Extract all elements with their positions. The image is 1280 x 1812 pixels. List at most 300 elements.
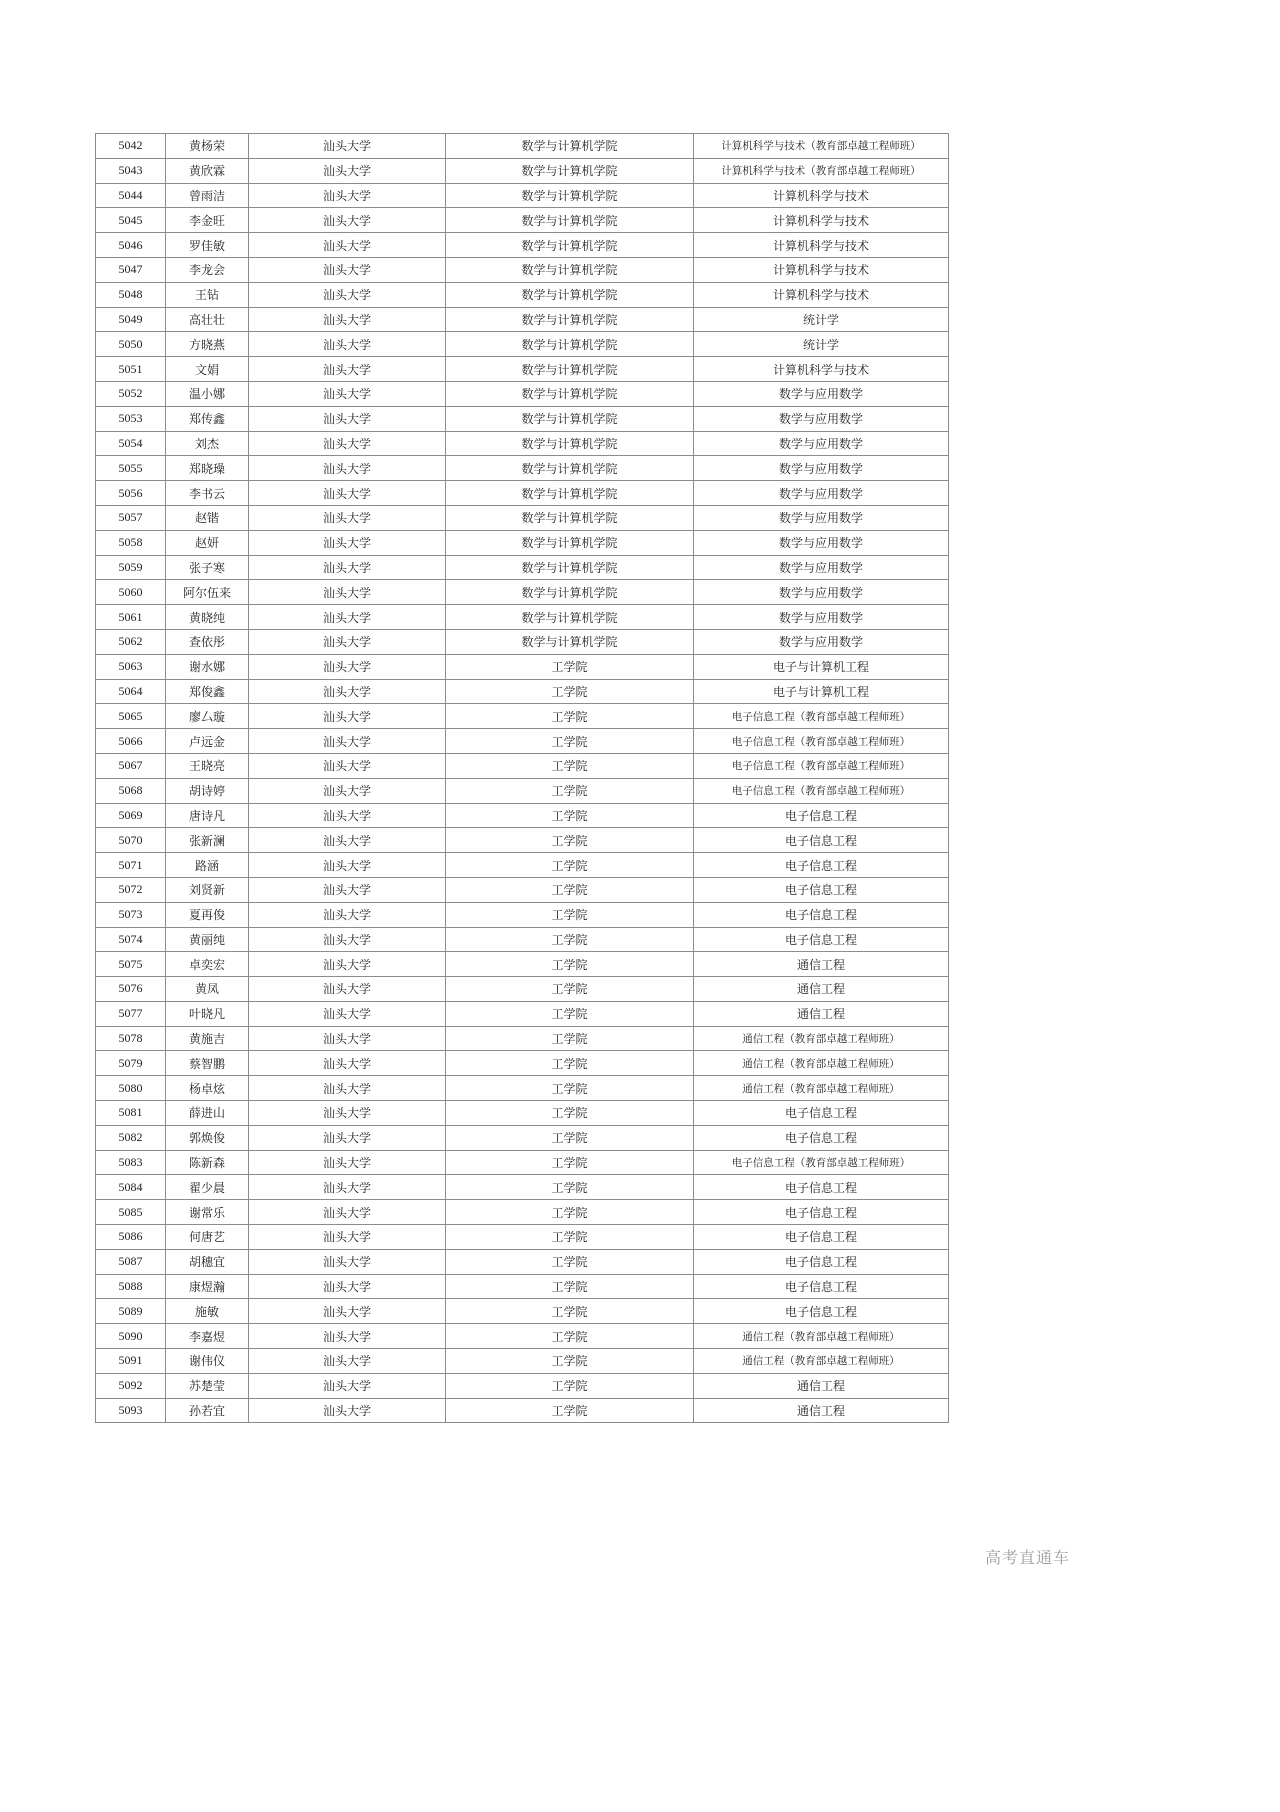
cell-university: 汕头大学 [249,481,446,506]
table-row [96,1026,949,1051]
cell-name: 赵妍 [166,530,249,555]
table-row [96,406,949,431]
cell-id: 5090 [96,1324,166,1349]
cell-name: 陈新森 [166,1150,249,1175]
cell-college: 数学与计算机学院 [446,456,694,481]
cell-college: 工学院 [446,1249,694,1274]
cell-name: 黄施吉 [166,1026,249,1051]
cell-major: 通信工程 [694,1001,949,1026]
cell-university: 汕头大学 [249,952,446,977]
table-row [96,158,949,183]
cell-id: 5050 [96,332,166,357]
cell-college: 数学与计算机学院 [446,183,694,208]
table-row [96,704,949,729]
table-row [96,257,949,282]
table-row [96,1125,949,1150]
cell-name: 路涵 [166,853,249,878]
table-row [96,1299,949,1324]
table-row [96,1200,949,1225]
cell-name: 谢伟仪 [166,1349,249,1374]
cell-major: 数学与应用数学 [694,456,949,481]
cell-college: 工学院 [446,1125,694,1150]
cell-id: 5092 [96,1373,166,1398]
cell-name: 李书云 [166,481,249,506]
cell-id: 5080 [96,1076,166,1101]
cell-major: 通信工程 [694,1373,949,1398]
cell-id: 5070 [96,828,166,853]
table-row [96,505,949,530]
cell-id: 5085 [96,1200,166,1225]
table-row [96,530,949,555]
cell-college: 数学与计算机学院 [446,307,694,332]
cell-name: 孙若宜 [166,1398,249,1423]
cell-name: 谢常乐 [166,1200,249,1225]
cell-name: 叶晓凡 [166,1001,249,1026]
cell-name: 康煜瀚 [166,1274,249,1299]
cell-college: 数学与计算机学院 [446,431,694,456]
watermark-text: 高考直通车 [985,1550,1071,1567]
cell-university: 汕头大学 [249,158,446,183]
cell-college: 工学院 [446,1175,694,1200]
cell-college: 数学与计算机学院 [446,208,694,233]
cell-university: 汕头大学 [249,853,446,878]
cell-college: 数学与计算机学院 [446,605,694,630]
table-row [96,357,949,382]
cell-university: 汕头大学 [249,555,446,580]
cell-major: 计算机科学与技术 [694,257,949,282]
cell-university: 汕头大学 [249,1249,446,1274]
cell-college: 工学院 [446,877,694,902]
cell-major: 统计学 [694,307,949,332]
cell-name: 廖厶璇 [166,704,249,729]
cell-university: 汕头大学 [249,778,446,803]
table-row [96,729,949,754]
cell-college: 工学院 [446,853,694,878]
cell-id: 5054 [96,431,166,456]
cell-college: 工学院 [446,927,694,952]
table-row [96,134,949,159]
cell-major: 计算机科学与技术 [694,233,949,258]
table-row [96,1051,949,1076]
cell-university: 汕头大学 [249,282,446,307]
cell-major: 电子信息工程 [694,1249,949,1274]
cell-name: 胡诗婷 [166,778,249,803]
cell-id: 5087 [96,1249,166,1274]
table-row [96,233,949,258]
cell-name: 唐诗凡 [166,803,249,828]
cell-id: 5067 [96,753,166,778]
cell-college: 工学院 [446,902,694,927]
cell-college: 数学与计算机学院 [446,233,694,258]
table-row [96,753,949,778]
cell-name: 刘杰 [166,431,249,456]
cell-college: 工学院 [446,753,694,778]
cell-major: 通信工程 [694,977,949,1002]
cell-university: 汕头大学 [249,1324,446,1349]
cell-university: 汕头大学 [249,505,446,530]
cell-major: 数学与应用数学 [694,530,949,555]
cell-major: 电子信息工程 [694,1175,949,1200]
cell-id: 5051 [96,357,166,382]
cell-college: 数学与计算机学院 [446,629,694,654]
table-row [96,1150,949,1175]
table-row [96,555,949,580]
cell-name: 王晓亮 [166,753,249,778]
cell-name: 黄杨荣 [166,134,249,159]
cell-name: 郭焕俊 [166,1125,249,1150]
cell-university: 汕头大学 [249,753,446,778]
cell-university: 汕头大学 [249,902,446,927]
cell-college: 工学院 [446,1051,694,1076]
table-row [96,828,949,853]
cell-major: 电子信息工程 [694,1274,949,1299]
cell-major: 通信工程（教育部卓越工程师班） [694,1026,949,1051]
cell-college: 工学院 [446,1373,694,1398]
cell-college: 工学院 [446,1200,694,1225]
cell-id: 5048 [96,282,166,307]
cell-id: 5071 [96,853,166,878]
cell-name: 李金旺 [166,208,249,233]
cell-name: 何唐艺 [166,1225,249,1250]
cell-college: 数学与计算机学院 [446,481,694,506]
cell-name: 温小娜 [166,381,249,406]
cell-university: 汕头大学 [249,183,446,208]
cell-id: 5081 [96,1101,166,1126]
cell-university: 汕头大学 [249,257,446,282]
table-row [96,778,949,803]
cell-name: 翟少晨 [166,1175,249,1200]
cell-college: 工学院 [446,1225,694,1250]
cell-major: 数学与应用数学 [694,431,949,456]
cell-id: 5045 [96,208,166,233]
cell-major: 电子与计算机工程 [694,654,949,679]
table-row [96,183,949,208]
cell-id: 5063 [96,654,166,679]
table-row [96,282,949,307]
cell-id: 5086 [96,1225,166,1250]
cell-id: 5066 [96,729,166,754]
cell-major: 电子信息工程 [694,1299,949,1324]
cell-id: 5053 [96,406,166,431]
cell-name: 薛进山 [166,1101,249,1126]
table-row [96,481,949,506]
cell-university: 汕头大学 [249,1076,446,1101]
cell-id: 5042 [96,134,166,159]
cell-university: 汕头大学 [249,1150,446,1175]
cell-university: 汕头大学 [249,1051,446,1076]
table-row [96,381,949,406]
table-row [96,307,949,332]
table-row [96,952,949,977]
cell-university: 汕头大学 [249,1225,446,1250]
cell-major: 数学与应用数学 [694,605,949,630]
cell-major: 数学与应用数学 [694,481,949,506]
cell-university: 汕头大学 [249,977,446,1002]
cell-university: 汕头大学 [249,629,446,654]
table-row [96,629,949,654]
cell-name: 罗佳敏 [166,233,249,258]
cell-id: 5076 [96,977,166,1002]
cell-major: 电子信息工程（教育部卓越工程师班） [694,753,949,778]
cell-id: 5093 [96,1398,166,1423]
cell-college: 工学院 [446,803,694,828]
cell-id: 5091 [96,1349,166,1374]
cell-college: 工学院 [446,1101,694,1126]
cell-major: 电子信息工程（教育部卓越工程师班） [694,704,949,729]
cell-university: 汕头大学 [249,381,446,406]
table-row [96,803,949,828]
table-row [96,1101,949,1126]
cell-name: 文娟 [166,357,249,382]
cell-major: 电子信息工程（教育部卓越工程师班） [694,778,949,803]
cell-college: 工学院 [446,1026,694,1051]
cell-college: 工学院 [446,1076,694,1101]
cell-college: 数学与计算机学院 [446,580,694,605]
cell-name: 赵锴 [166,505,249,530]
cell-college: 工学院 [446,704,694,729]
cell-major: 计算机科学与技术（教育部卓越工程师班） [694,134,949,159]
cell-university: 汕头大学 [249,406,446,431]
cell-college: 工学院 [446,1274,694,1299]
cell-university: 汕头大学 [249,332,446,357]
cell-name: 郑晓璪 [166,456,249,481]
cell-major: 数学与应用数学 [694,555,949,580]
cell-name: 卓奕宏 [166,952,249,977]
cell-university: 汕头大学 [249,134,446,159]
cell-college: 数学与计算机学院 [446,505,694,530]
cell-college: 工学院 [446,1150,694,1175]
cell-university: 汕头大学 [249,307,446,332]
cell-name: 方晓燕 [166,332,249,357]
cell-id: 5075 [96,952,166,977]
table-row [96,580,949,605]
cell-major: 数学与应用数学 [694,406,949,431]
cell-university: 汕头大学 [249,456,446,481]
cell-major: 统计学 [694,332,949,357]
table-row [96,877,949,902]
cell-major: 通信工程（教育部卓越工程师班） [694,1051,949,1076]
cell-id: 5062 [96,629,166,654]
cell-name: 查依彤 [166,629,249,654]
cell-college: 工学院 [446,1324,694,1349]
cell-major: 电子信息工程（教育部卓越工程师班） [694,1150,949,1175]
cell-major: 计算机科学与技术 [694,208,949,233]
cell-id: 5061 [96,605,166,630]
cell-university: 汕头大学 [249,1200,446,1225]
cell-name: 王钻 [166,282,249,307]
table-row [96,332,949,357]
table-row [96,1225,949,1250]
cell-college: 数学与计算机学院 [446,257,694,282]
cell-id: 5065 [96,704,166,729]
cell-name: 张新澜 [166,828,249,853]
cell-major: 数学与应用数学 [694,381,949,406]
table-row [96,1349,949,1374]
table-row [96,1001,949,1026]
cell-name: 李嘉煜 [166,1324,249,1349]
cell-id: 5074 [96,927,166,952]
table-row [96,1324,949,1349]
cell-college: 数学与计算机学院 [446,332,694,357]
table-row [96,1249,949,1274]
cell-major: 电子与计算机工程 [694,679,949,704]
cell-major: 数学与应用数学 [694,629,949,654]
cell-id: 5058 [96,530,166,555]
cell-name: 曾雨洁 [166,183,249,208]
cell-id: 5083 [96,1150,166,1175]
cell-name: 刘贤新 [166,877,249,902]
cell-major: 数学与应用数学 [694,505,949,530]
cell-university: 汕头大学 [249,1125,446,1150]
cell-college: 工学院 [446,977,694,1002]
cell-major: 电子信息工程 [694,927,949,952]
cell-name: 李龙会 [166,257,249,282]
cell-id: 5079 [96,1051,166,1076]
table-row [96,208,949,233]
cell-major: 计算机科学与技术 [694,183,949,208]
cell-name: 蔡智鹏 [166,1051,249,1076]
cell-university: 汕头大学 [249,1349,446,1374]
cell-major: 电子信息工程 [694,1225,949,1250]
cell-university: 汕头大学 [249,233,446,258]
cell-university: 汕头大学 [249,357,446,382]
cell-university: 汕头大学 [249,877,446,902]
cell-university: 汕头大学 [249,1373,446,1398]
cell-major: 数学与应用数学 [694,580,949,605]
cell-college: 数学与计算机学院 [446,555,694,580]
cell-id: 5049 [96,307,166,332]
cell-university: 汕头大学 [249,828,446,853]
cell-id: 5088 [96,1274,166,1299]
cell-id: 5072 [96,877,166,902]
cell-name: 高壮壮 [166,307,249,332]
cell-id: 5055 [96,456,166,481]
table-row [96,1373,949,1398]
cell-college: 数学与计算机学院 [446,357,694,382]
cell-university: 汕头大学 [249,1274,446,1299]
cell-name: 黄凤 [166,977,249,1002]
table-row [96,977,949,1002]
cell-college: 数学与计算机学院 [446,158,694,183]
cell-id: 5069 [96,803,166,828]
cell-university: 汕头大学 [249,431,446,456]
cell-id: 5047 [96,257,166,282]
cell-name: 胡穗宜 [166,1249,249,1274]
cell-college: 工学院 [446,1398,694,1423]
cell-college: 工学院 [446,1349,694,1374]
cell-college: 工学院 [446,1001,694,1026]
cell-college: 数学与计算机学院 [446,134,694,159]
table-row [96,1175,949,1200]
cell-major: 计算机科学与技术（教育部卓越工程师班） [694,158,949,183]
cell-university: 汕头大学 [249,1398,446,1423]
cell-id: 5056 [96,481,166,506]
cell-major: 计算机科学与技术 [694,357,949,382]
cell-college: 数学与计算机学院 [446,406,694,431]
cell-college: 数学与计算机学院 [446,381,694,406]
cell-name: 苏楚莹 [166,1373,249,1398]
table-row [96,853,949,878]
cell-university: 汕头大学 [249,1175,446,1200]
cell-college: 数学与计算机学院 [446,282,694,307]
cell-major: 电子信息工程 [694,877,949,902]
admission-list-body [96,134,949,1423]
cell-name: 郑传鑫 [166,406,249,431]
cell-college: 工学院 [446,654,694,679]
cell-name: 夏再俊 [166,902,249,927]
cell-major: 电子信息工程 [694,902,949,927]
cell-major: 电子信息工程 [694,853,949,878]
table-row [96,927,949,952]
cell-id: 5089 [96,1299,166,1324]
cell-university: 汕头大学 [249,580,446,605]
cell-id: 5082 [96,1125,166,1150]
cell-major: 电子信息工程 [694,828,949,853]
cell-university: 汕头大学 [249,729,446,754]
cell-id: 5064 [96,679,166,704]
table-row [96,605,949,630]
admission-list-table [95,133,949,1423]
cell-name: 谢水娜 [166,654,249,679]
cell-university: 汕头大学 [249,704,446,729]
table-row [96,902,949,927]
cell-id: 5084 [96,1175,166,1200]
cell-major: 通信工程（教育部卓越工程师班） [694,1349,949,1374]
cell-university: 汕头大学 [249,1001,446,1026]
cell-major: 电子信息工程 [694,1200,949,1225]
cell-major: 通信工程 [694,952,949,977]
cell-major: 电子信息工程 [694,1101,949,1126]
cell-university: 汕头大学 [249,208,446,233]
cell-college: 工学院 [446,1299,694,1324]
cell-name: 杨卓炫 [166,1076,249,1101]
cell-university: 汕头大学 [249,530,446,555]
cell-college: 工学院 [446,778,694,803]
cell-university: 汕头大学 [249,1101,446,1126]
cell-major: 电子信息工程（教育部卓越工程师班） [694,729,949,754]
cell-name: 施敏 [166,1299,249,1324]
cell-college: 工学院 [446,679,694,704]
cell-name: 郑俊鑫 [166,679,249,704]
cell-major: 通信工程（教育部卓越工程师班） [694,1324,949,1349]
cell-university: 汕头大学 [249,654,446,679]
cell-college: 工学院 [446,729,694,754]
cell-id: 5073 [96,902,166,927]
cell-major: 计算机科学与技术 [694,282,949,307]
cell-university: 汕头大学 [249,927,446,952]
cell-id: 5077 [96,1001,166,1026]
cell-id: 5078 [96,1026,166,1051]
cell-id: 5059 [96,555,166,580]
table-row [96,679,949,704]
cell-name: 张子寒 [166,555,249,580]
cell-id: 5068 [96,778,166,803]
cell-university: 汕头大学 [249,1026,446,1051]
cell-name: 阿尔伍来 [166,580,249,605]
cell-major: 通信工程（教育部卓越工程师班） [694,1076,949,1101]
cell-id: 5043 [96,158,166,183]
table-row [96,1076,949,1101]
cell-name: 黄丽纯 [166,927,249,952]
cell-id: 5044 [96,183,166,208]
table-row [96,1274,949,1299]
cell-university: 汕头大学 [249,605,446,630]
cell-id: 5052 [96,381,166,406]
table-row [96,654,949,679]
cell-id: 5060 [96,580,166,605]
cell-college: 数学与计算机学院 [446,530,694,555]
cell-name: 黄欣霖 [166,158,249,183]
